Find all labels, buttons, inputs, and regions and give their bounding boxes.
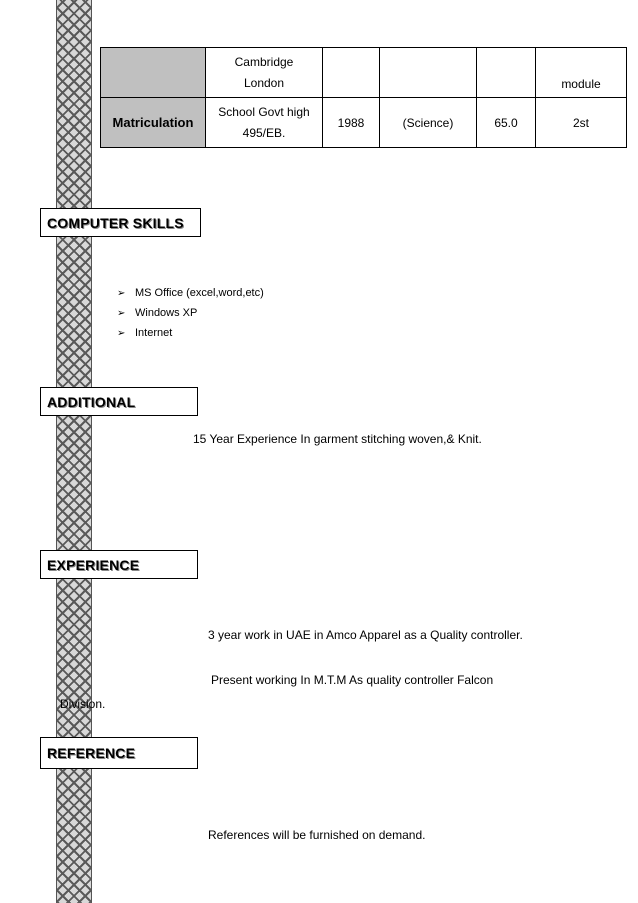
skills-list (117, 283, 264, 343)
table-cell-year: 1988 (323, 98, 380, 148)
section-header-reference: REFERENCE (40, 737, 198, 769)
arrow-bullet-icon: ➢ (117, 287, 126, 299)
institution-line: London (243, 75, 285, 90)
skill-label: Internet (135, 327, 173, 339)
section-header-experience: EXPERIENCE (40, 550, 198, 579)
arrow-bullet-icon: ➢ (117, 327, 126, 339)
list-item (117, 323, 264, 343)
table-cell-group: (Science) (380, 98, 477, 148)
table-cell-institution (206, 98, 323, 148)
section-header-additional: ADDITIONAL (40, 387, 198, 416)
table-cell-percent (477, 48, 536, 98)
table-cell-division: module (536, 48, 627, 98)
table-row (101, 98, 627, 148)
list-item (117, 303, 264, 323)
table-cell-year (323, 48, 380, 98)
table-row (101, 48, 627, 98)
matriculation-label: Matriculation (101, 98, 206, 148)
experience-line: Division. (60, 697, 106, 711)
institution-line: Cambridge (234, 54, 294, 69)
table-cell-group (380, 48, 477, 98)
skill-label: Windows XP (135, 307, 198, 319)
table-cell-label (101, 48, 206, 98)
table-cell-percent: 65.0 (477, 98, 536, 148)
skill-label: MS Office (excel,word,etc) (135, 287, 264, 299)
table-cell-institution (206, 48, 323, 98)
institution-line: School Govt high (218, 104, 310, 119)
education-table (100, 47, 627, 148)
experience-line: 3 year work in UAE in Amco Apparel as a Quality controller. (208, 628, 523, 642)
additional-text: 15 Year Experience In garment stitching woven,& Knit. (193, 432, 482, 446)
section-header-computer-skills: COMPUTER SKILLS (40, 208, 201, 237)
list-item (117, 283, 264, 303)
reference-text: References will be furnished on demand. (208, 828, 426, 842)
experience-line: Present working In M.T.M As quality controller Falcon (211, 673, 494, 687)
table-cell-division: 2st (536, 98, 627, 148)
institution-line: 495/EB. (242, 125, 286, 140)
arrow-bullet-icon: ➢ (117, 307, 126, 319)
